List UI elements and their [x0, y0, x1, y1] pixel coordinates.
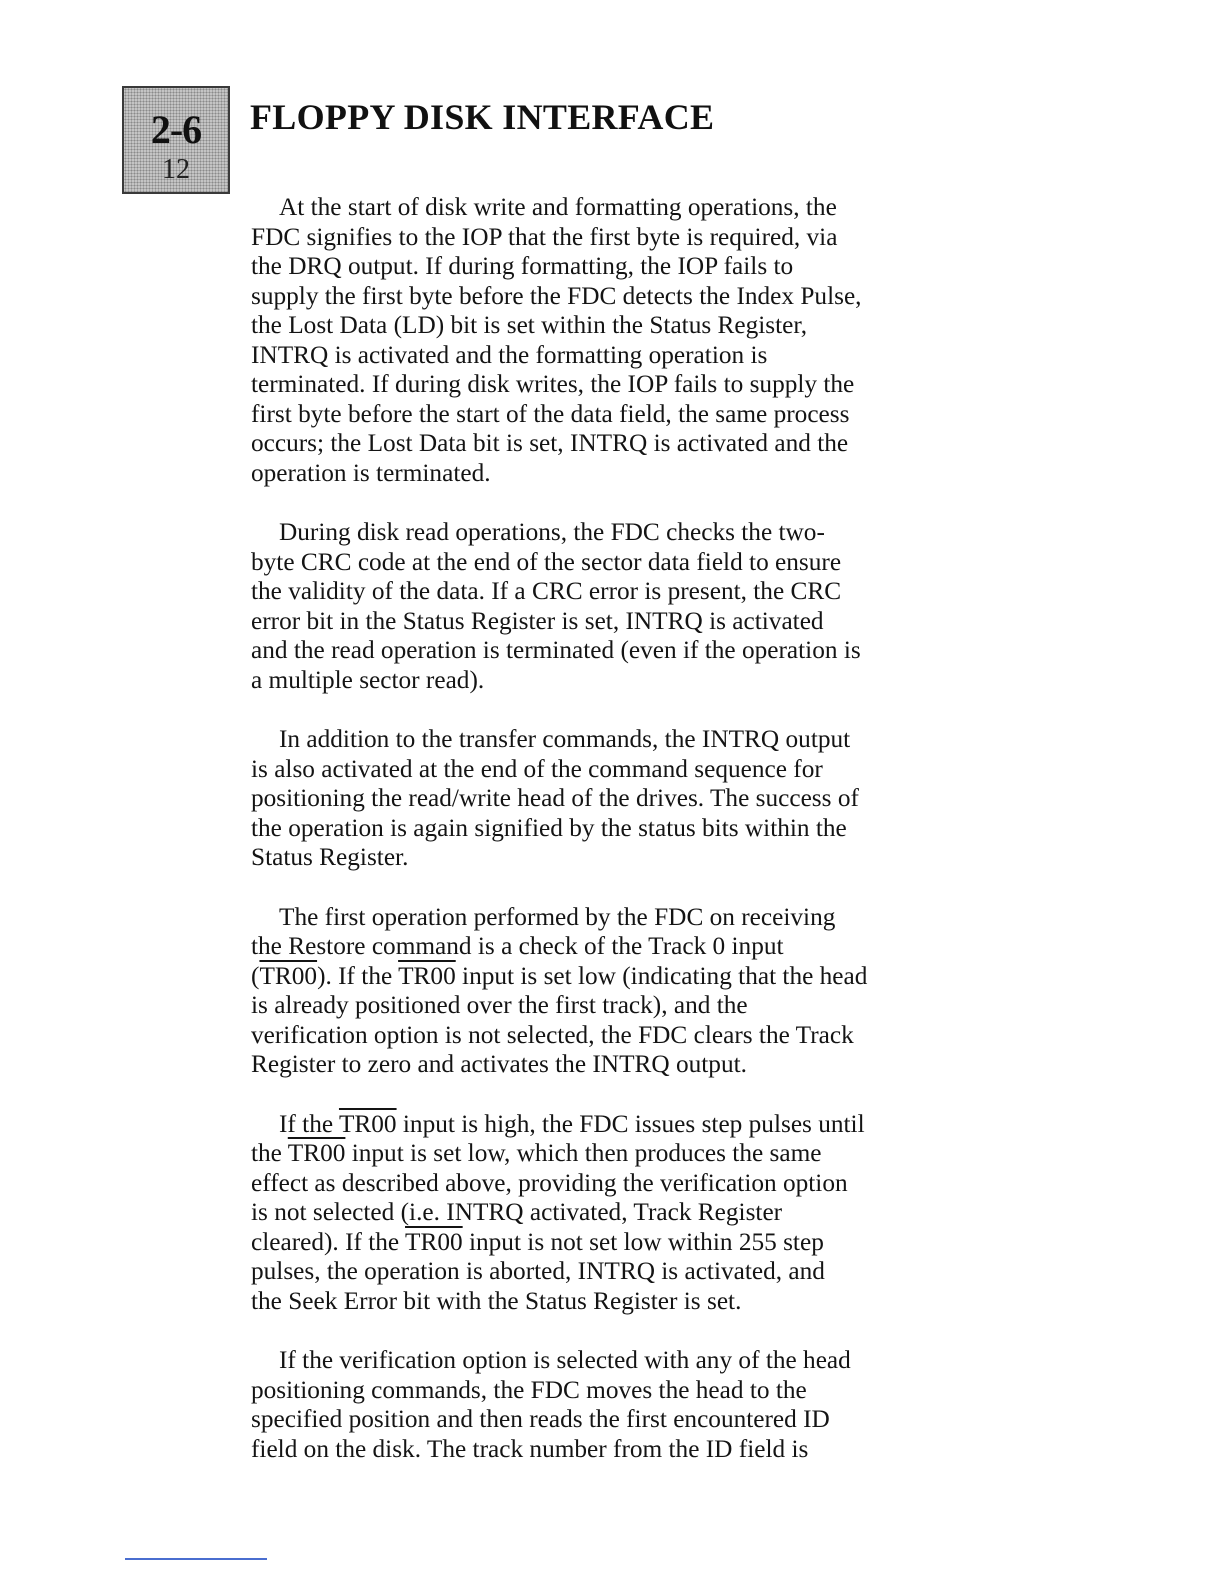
text-line: byte CRC code at the end of the sector data field to ensure: [251, 547, 842, 576]
tr00-signal: TR00: [405, 1227, 463, 1256]
text-line: [251, 1228, 1011, 1258]
page-title: FLOPPY DISK INTERFACE: [250, 97, 715, 137]
text-line: Status Register.: [251, 843, 409, 871]
tr00-signal: TR00: [338, 1109, 397, 1138]
text-fragment: input is set low, which then produces the same: [345, 1139, 822, 1167]
text-line: is already positioned over the first track), and the: [251, 991, 748, 1019]
text-line: If the verification option is selected with any of the head: [279, 1346, 851, 1374]
paragraph-5: [251, 1110, 1011, 1317]
text-line: pulses, the operation is aborted, INTRQ is activated, and: [251, 1257, 825, 1285]
tr00-signal: TR00: [259, 961, 318, 990]
text-fragment: input is high, the FDC issues step pulses until: [396, 1109, 865, 1138]
text-line: supply the first byte before the FDC detects the Index Pulse,: [251, 281, 862, 310]
text-line: In addition to the transfer commands, the INTRQ output: [279, 725, 851, 753]
text-fragment: ). If the: [317, 961, 399, 990]
text-line: effect as described above, providing the verification option: [251, 1168, 848, 1197]
page-number: 12: [162, 154, 190, 185]
text-line: is also activated at the end of the command sequence for: [251, 754, 823, 783]
text-line: Register to zero and activates the INTRQ output.: [251, 1050, 747, 1078]
text-line: operation is terminated.: [251, 458, 491, 487]
text-line: a multiple sector read).: [251, 665, 485, 694]
text-fragment: cleared). If the: [251, 1227, 406, 1256]
text-line: and the read operation is terminated (even if the operation is: [251, 636, 861, 664]
text-line: error bit in the Status Register is set, INTRQ is activated: [251, 606, 824, 635]
text-line: [251, 1110, 1011, 1140]
tr00-signal: TR00: [398, 961, 456, 990]
paragraph-6: [251, 1346, 1011, 1464]
text-fragment: input is not set low within 255 step: [462, 1227, 824, 1256]
text-line: INTRQ is activated and the formatting operation is: [251, 340, 768, 369]
tr00-signal: TR00: [287, 1139, 346, 1167]
text-line: [251, 1139, 1011, 1169]
text-fragment: If the: [279, 1109, 339, 1138]
text-line: the Seek Error bit with the Status Register is set.: [251, 1286, 742, 1315]
text-fragment: (: [251, 961, 260, 990]
section-number: 2-6: [150, 107, 202, 152]
text-line: [251, 962, 1011, 992]
text-line: At the start of disk write and formatting operations, the: [279, 193, 837, 221]
paragraph-3: [251, 725, 1011, 873]
text-line: specified position and then reads the first encountered ID: [251, 1405, 830, 1433]
paragraph-1: [251, 193, 1011, 488]
text-fragment: input is set low (indicating that the head: [455, 961, 868, 990]
text-line: positioning commands, the FDC moves the head to the: [251, 1375, 807, 1404]
text-line: is not selected (i.e. INTRQ activated, Track Register: [251, 1198, 783, 1226]
text-line: positioning the read/write head of the drives. The success of: [251, 784, 859, 812]
text-line: The first operation performed by the FDC on receiving: [279, 902, 836, 931]
footer-rule: [125, 1558, 267, 1560]
text-line: FDC signifies to the IOP that the first byte is required, via: [251, 222, 838, 251]
text-fragment: the: [251, 1139, 288, 1167]
text-line: the operation is again signified by the status bits within the: [251, 813, 847, 842]
section-tab: [122, 86, 230, 194]
text-line: the Restore command is a check of the Track 0 input: [251, 932, 784, 960]
paragraph-4: [251, 903, 1011, 1080]
text-line: terminated. If during disk writes, the IOP fails to supply the: [251, 370, 855, 398]
paragraph-2: [251, 518, 1011, 695]
text-line: occurs; the Lost Data bit is set, INTRQ is activated and the: [251, 429, 849, 457]
text-line: field on the disk. The track number from the ID field is: [251, 1434, 809, 1463]
text-line: the Lost Data (LD) bit is set within the Status Register,: [251, 311, 808, 339]
text-line: the DRQ output. If during formatting, the IOP fails to: [251, 252, 794, 280]
text-line: first byte before the start of the data field, the same process: [251, 399, 850, 428]
text-line: verification option is not selected, the FDC clears the Track: [251, 1020, 854, 1049]
body-text: [251, 193, 1011, 1494]
text-line: During disk read operations, the FDC checks the two-: [279, 518, 825, 546]
text-line: the validity of the data. If a CRC error is present, the CRC: [251, 577, 842, 605]
